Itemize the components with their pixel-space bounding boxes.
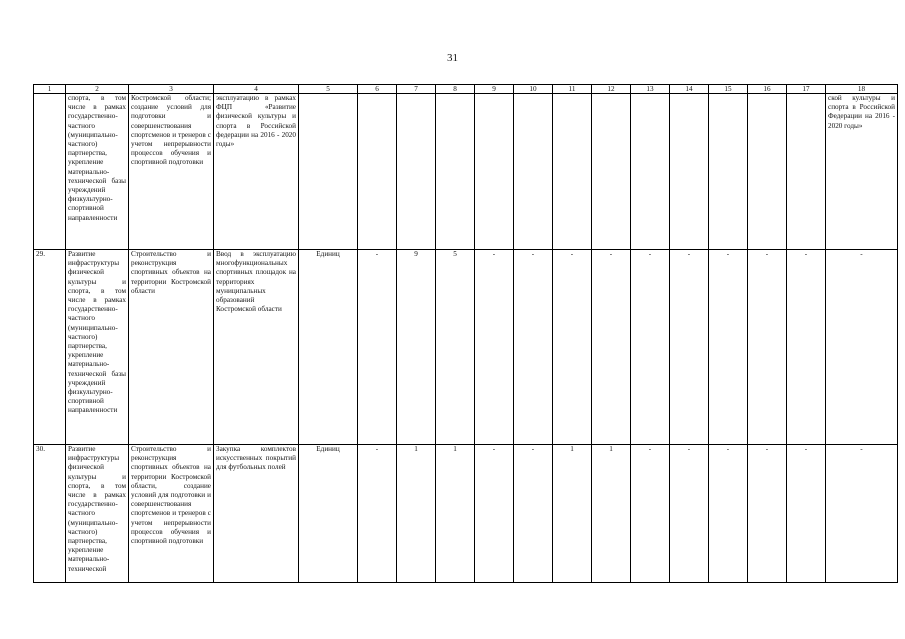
measure-cell: Строительство и реконструкция спортивных объектов на территории Костромской области [129, 250, 214, 445]
column-header: 15 [709, 85, 748, 94]
indicator-cell: эксплуатацию в рамках ФЦП «Развитие физической культуры и спорта в Российской федерации на 2016 - 2020 годы» [214, 94, 299, 250]
value-cell: 5 [436, 250, 475, 445]
measure-cell: Костромской области; создание условий для подготовки и совершенствования спортсменов и тренеров с учетом непрерывности процессов обучения и спортивной подготовки [129, 94, 214, 250]
value-cell: - [787, 445, 826, 583]
value-cell: - [592, 250, 631, 445]
value-cell [436, 94, 475, 250]
activity-cell: Развитие инфраструктуры физической культуры и спорта, в том числе в рамках государственно-частного (муниципально-частного) партнерства, укрепление материально-технической базы учреждений физкультурно-спортивной направленности [66, 250, 129, 445]
value-cell: 1 [436, 445, 475, 583]
value-cell: - [475, 445, 514, 583]
value-cell: - [358, 445, 397, 583]
row-number [34, 94, 66, 250]
column-header: 18 [826, 85, 898, 94]
value-cell [553, 94, 592, 250]
table-row [34, 94, 898, 250]
table-row [34, 250, 898, 445]
column-header: 4 [214, 85, 299, 94]
value-cell: - [709, 445, 748, 583]
value-cell [475, 94, 514, 250]
value-cell: - [748, 445, 787, 583]
value-cell [631, 94, 670, 250]
unit-cell: Единиц [299, 445, 358, 583]
value-cell [670, 94, 709, 250]
value-cell: - [631, 445, 670, 583]
column-header: 7 [397, 85, 436, 94]
value-cell [787, 94, 826, 250]
column-header: 14 [670, 85, 709, 94]
header-row [34, 85, 898, 94]
activity-cell: Развитие инфраструктуры физической культуры и спорта, в том числе в рамках государственно-частного (муниципально-частного) партнерства, укрепление материально-технической [66, 445, 129, 583]
value-cell: 1 [592, 445, 631, 583]
value-cell: - [514, 445, 553, 583]
value-cell [748, 94, 787, 250]
indicator-cell: Ввод в эксплуатацию многофункциональных спортивных площадок на территориях муниципальных образований Костромской области [214, 250, 299, 445]
activity-cell: спорта, в том числе в рамках государственно-частного (муниципально-частного) партнерства, укрепление материально-технической базы учреждений физкультурно-спортивной направленности [66, 94, 129, 250]
value-cell: - [709, 250, 748, 445]
value-cell: - [514, 250, 553, 445]
column-header: 11 [553, 85, 592, 94]
program-cell: - [826, 445, 898, 583]
value-cell: - [475, 250, 514, 445]
value-cell [358, 94, 397, 250]
indicators-table [33, 84, 898, 583]
indicator-cell: Закупка комплектов искусственных покрытий для футбольных полей [214, 445, 299, 583]
measure-cell: Строительство и реконструкция спортивных объектов на территории Костромской области, создание условий для подготовки и совершенствования спортсменов и тренеров с учетом непрерывности процессов обучения и спортивной подготовки [129, 445, 214, 583]
table-row [34, 445, 898, 583]
program-cell: - [826, 250, 898, 445]
row-number: 29. [34, 250, 66, 445]
column-header: 9 [475, 85, 514, 94]
value-cell: - [553, 250, 592, 445]
program-cell: ской культуры и спорта в Российской Федерации на 2016 - 2020 годы» [826, 94, 898, 250]
column-header: 17 [787, 85, 826, 94]
column-header: 1 [34, 85, 66, 94]
unit-cell: Единиц [299, 250, 358, 445]
column-header: 16 [748, 85, 787, 94]
column-header: 6 [358, 85, 397, 94]
value-cell: - [358, 250, 397, 445]
value-cell: 1 [553, 445, 592, 583]
value-cell: - [787, 250, 826, 445]
row-number: 30. [34, 445, 66, 583]
value-cell: - [670, 445, 709, 583]
value-cell [397, 94, 436, 250]
value-cell [709, 94, 748, 250]
unit-cell [299, 94, 358, 250]
value-cell: 1 [397, 445, 436, 583]
value-cell: - [631, 250, 670, 445]
column-header: 12 [592, 85, 631, 94]
column-header: 2 [66, 85, 129, 94]
value-cell [592, 94, 631, 250]
column-header: 5 [299, 85, 358, 94]
column-header: 3 [129, 85, 214, 94]
column-header: 8 [436, 85, 475, 94]
value-cell: - [670, 250, 709, 445]
value-cell [514, 94, 553, 250]
value-cell: 9 [397, 250, 436, 445]
column-header: 10 [514, 85, 553, 94]
value-cell: - [748, 250, 787, 445]
column-header: 13 [631, 85, 670, 94]
page-number: 31 [447, 52, 458, 64]
